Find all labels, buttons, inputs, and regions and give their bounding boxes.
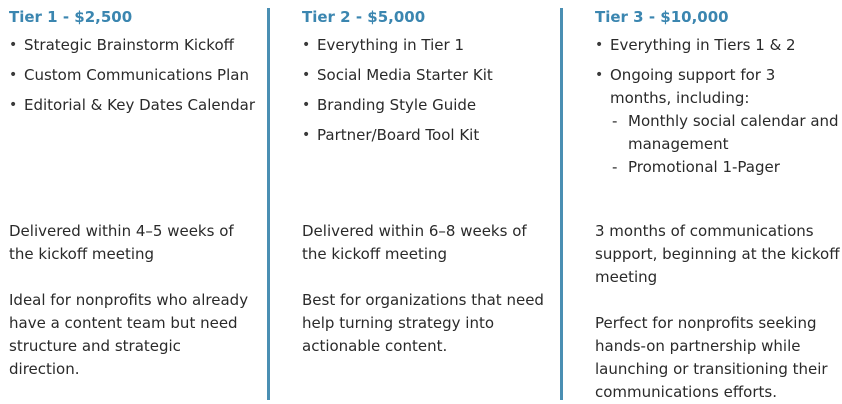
feature-text: Editorial & Key Dates Calendar — [24, 96, 255, 114]
feature-item — [302, 124, 552, 147]
ideal-for-text: Ideal for nonprofits who already have a content team but need structure and strategic direction. — [9, 291, 249, 378]
ideal-for-text: Perfect for nonprofits seeking hands-on partnership while launching or transitioning their communications efforts. — [595, 314, 828, 401]
feature-text: Custom Communications Plan — [24, 66, 249, 84]
delivery-text: 3 months of communications support, beginning at the kickoff meeting — [595, 222, 840, 286]
bullet-icon: • — [302, 37, 311, 53]
feature-item — [595, 34, 840, 57]
bullet-icon: • — [595, 37, 604, 53]
feature-text: Everything in Tier 1 — [317, 36, 464, 54]
feature-item — [9, 94, 259, 117]
column-divider — [560, 8, 563, 400]
tier-1-column — [9, 6, 259, 378]
tier-2-column — [302, 6, 552, 355]
subfeature-text: Promotional 1-Pager — [628, 158, 780, 176]
bullet-icon: • — [302, 127, 311, 143]
column-divider — [267, 8, 270, 400]
feature-text: Everything in Tiers 1 & 2 — [610, 36, 796, 54]
delivery-text: Delivered within 4–5 weeks of the kickoff meeting — [9, 222, 234, 263]
tier-title: Tier 2 - $5,000 — [302, 8, 426, 26]
tier-title: Tier 3 - $10,000 — [595, 8, 729, 26]
delivery-text: Delivered within 6–8 weeks of the kickoff meeting — [302, 222, 527, 263]
dash-icon: - — [612, 158, 618, 176]
bullet-icon: • — [9, 67, 18, 83]
bullet-icon: • — [9, 37, 18, 53]
feature-list — [302, 34, 552, 147]
bullet-icon: • — [302, 97, 311, 113]
feature-list — [595, 34, 840, 179]
feature-text: Branding Style Guide — [317, 96, 477, 114]
feature-text: Strategic Brainstorm Kickoff — [24, 36, 234, 54]
ideal-for-text: Best for organizations that need help turning strategy into actionable content. — [302, 291, 544, 355]
bullet-icon: • — [9, 97, 18, 113]
feature-item — [302, 94, 552, 117]
feature-list — [9, 34, 259, 117]
subfeature-item — [610, 156, 840, 179]
feature-item — [9, 64, 259, 87]
feature-item — [595, 64, 840, 179]
feature-item — [9, 34, 259, 57]
tier-title: Tier 1 - $2,500 — [9, 8, 133, 26]
feature-text: Ongoing support for 3 months, including: — [610, 66, 776, 107]
feature-item — [302, 64, 552, 87]
feature-text: Social Media Starter Kit — [317, 66, 493, 84]
subfeature-list — [610, 110, 840, 179]
subfeature-text: Monthly social calendar and management — [628, 112, 839, 153]
dash-icon: - — [612, 112, 618, 130]
subfeature-item — [610, 110, 840, 156]
feature-text: Partner/Board Tool Kit — [317, 126, 480, 144]
bullet-icon: • — [595, 67, 604, 83]
bullet-icon: • — [302, 67, 311, 83]
tier-3-column — [595, 6, 840, 401]
feature-item — [302, 34, 552, 57]
